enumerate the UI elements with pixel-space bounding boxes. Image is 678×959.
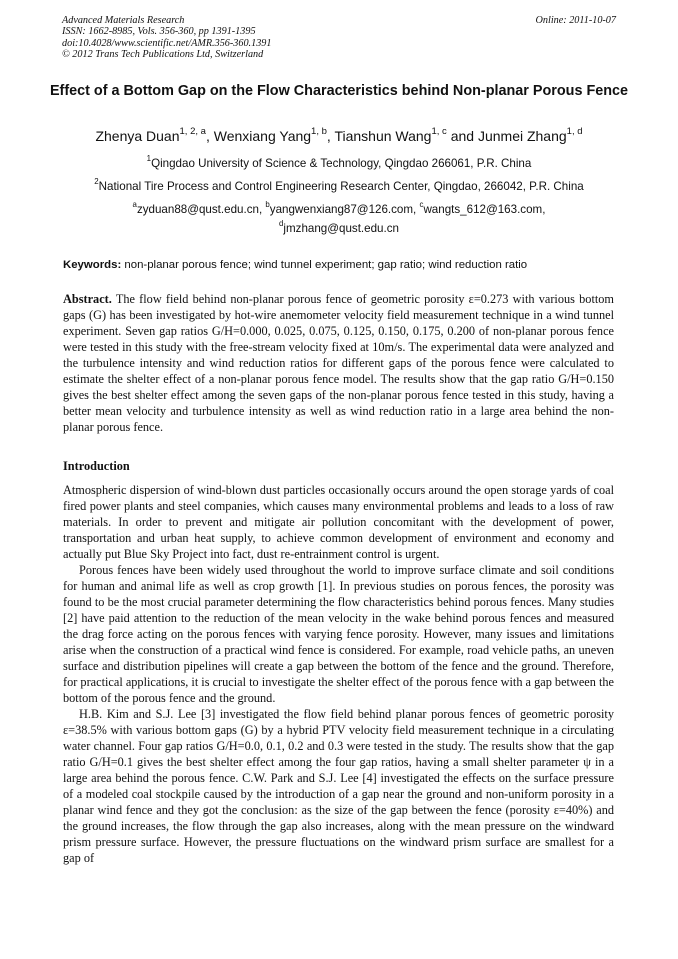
- keywords-label: Keywords:: [63, 259, 122, 271]
- issn-line: ISSN: 1662-8985, Vols. 356-360, pp 1391-1395: [62, 26, 256, 38]
- abstract-label: Abstract.: [63, 292, 112, 306]
- email-link[interactable]: jmzhang@qust.edu.cn: [283, 222, 399, 235]
- email-link[interactable]: wangts_612@163.com: [423, 203, 543, 216]
- keywords-text: non-planar porous fence; wind tunnel experiment; gap ratio; wind reduction ratio: [121, 259, 528, 271]
- author: Zhenya Duan$^{1, 2, a}$: [95, 125, 206, 144]
- author-email-d: $^d$jmzhang@qust.edu.cn: [279, 218, 399, 235]
- paragraph: Atmospheric dispersion of wind-blown dust particles occasionally occurs around the open storage yards of coal fired power plants and steel companies, which causes many environmental problems and leads to a loss of raw materials. In order to prevent and mitigate air pollution concomitant with the development of power, transportation and urban heat supply, to achieve common development of environment and economy and actually put Blue Sky Project into fact, dust re-entrainment control is urgent.: [63, 483, 614, 561]
- abstract: [63, 291, 614, 435]
- journal-name: Advanced Materials Research: [62, 15, 185, 26]
- email-link[interactable]: zyduan88@qust.edu.cn: [136, 203, 259, 216]
- author: Junmei Zhang$^{1, d}$: [477, 125, 583, 144]
- author-list: Zhenya Duan$^{1, 2, a}$, Wenxiang Yang$^{1, b}$, Tianshun Wang$^{1, c}$ and Junmei Zhang$^{1, d}$: [95, 125, 583, 144]
- abstract-text: The flow field behind non-planar porous fence of geometric porosity ε=0.273 with various bottom gaps (G) has been investigated by hot-wire anemometer velocity field measurement technique in a wind tunnel experiment. Seven gap ratios G/H=0.000, 0.025, 0.075, 0.125, 0.150, 0.175, 0.200 of non-planar porous fence were tested in this study with the free-stream velocity fixed at 10m/s. The experimental data were analyzed and the turbulence intensity and wind reduction ratios for different gaps of the porous fence were calculated to estimate the shelter effect of a non-planar porous fence model. The results show that the gap ratio G/H=0.150 gives the best shelter effect among the seven gaps of the non-planar porous fence tested in this study, having a better mean velocity and turbulence intensity as well as wind reduction ratio in a large area behind the non-planar porous fence.: [63, 292, 614, 434]
- paragraph: Porous fences have been widely used throughout the world to improve surface climate and soil conditions for human and animal life as well as crop growth [1]. In previous studies on porous fences, the porosity was found to be the most crucial parameter determining the flow characteristics behind porous fences. Many studies [2] have paid attention to the reduction of the mean velocity in the wake behind porous fences and measured the drag force acting on the porous fences with varying fence porosity. However, many issues and limitations arise when the construction of a practical wind fence is considered. For example, road vehicle paths, an uneven surface and distribution pipelines will create a gap between the bottom of the fence and the ground. Therefore, for practical applications, it is crucial to investigate the shelter effect of the porous fence with a gap between the bottom of the porous fence and the ground.: [63, 563, 614, 705]
- author: Wenxiang Yang$^{1, b}$: [213, 125, 327, 144]
- header-left: [62, 15, 271, 61]
- online-date: Online: 2011-10-07: [535, 15, 616, 26]
- email-link[interactable]: yangwenxiang87@126.com: [269, 203, 414, 216]
- affiliation-1: $^1$Qingdao University of Science & Technology, Qingdao 266061, P.R. China: [146, 153, 532, 170]
- affiliation-2: $^2$National Tire Process and Control Engineering Research Center, Qingdao, 266042, P.R. China: [94, 176, 584, 193]
- doi-line: doi:10.4028/www.scientific.net/AMR.356-360.1391: [62, 37, 272, 49]
- paragraph: H.B. Kim and S.J. Lee [3] investigated the flow field behind planar porous fences of geometric porosity ε=38.5% with various bottom gaps (G) by a hybrid PTV velocity field measurement technique in a circulating water channel. Four gap ratios G/H=0.0, 0.1, 0.2 and 0.3 were tested in the study. The results show that the gap ratio G/H=0.1 gives the best shelter effect among the four gap ratios, having a small shelter parameter ψ in a large area behind the porous fence. C.W. Park and S.J. Lee [4] investigated the effects on the surface pressure of a modeled coal stockpile caused by the introduction of a gap near the ground and non-uniform porosity in a planar wind fence and they got the conclusion: as the size of the gap between the fence (porosity ε=40%) and the ground increases, the flow through the gap also increases, along with the mean pressure on the windward prism pressure surface. However, the pressure fluctuations on the windward prism surface are smallest for a gap of: [63, 707, 614, 865]
- paper-title: Effect of a Bottom Gap on the Flow Characteristics behind Non-planar Porous Fence: [49, 83, 629, 99]
- keywords: [63, 259, 623, 271]
- author-emails: $^a$zyduan88@qust.edu.cn, $^b$yangwenxiang87@126.com, $^c$wangts_612@163.com,: [132, 199, 546, 216]
- section-heading-introduction: Introduction: [63, 459, 130, 473]
- copyright-line: © 2012 Trans Tech Publications Ltd, Switzerland: [62, 49, 264, 61]
- introduction-body: [63, 482, 614, 866]
- author: Tianshun Wang$^{1, c}$: [334, 125, 447, 144]
